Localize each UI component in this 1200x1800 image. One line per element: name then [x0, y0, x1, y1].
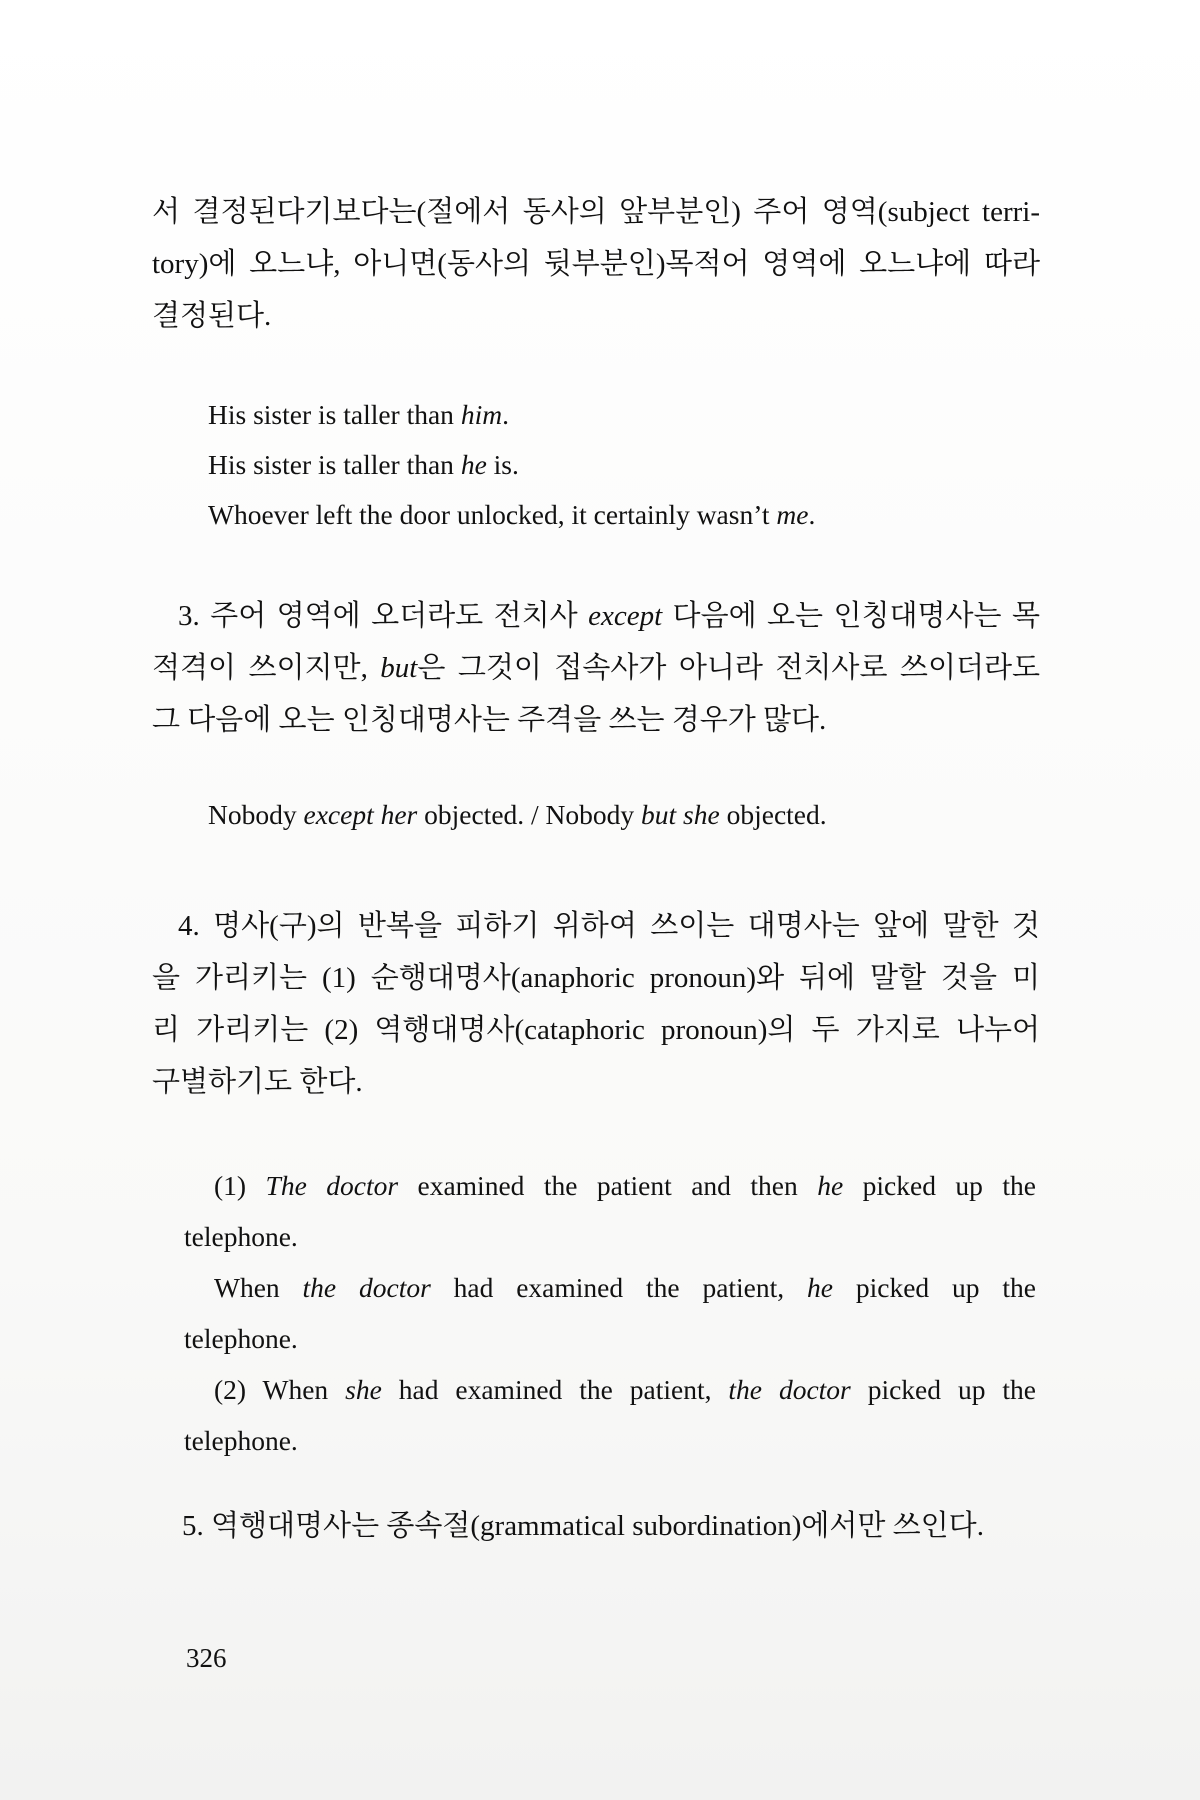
example-emphasis: the doctor [302, 1272, 431, 1303]
example-text: (2) When [214, 1374, 346, 1405]
example-sentence [184, 1364, 1036, 1415]
point-5-paragraph [152, 1500, 1040, 1552]
example-text: had examined the patient, [381, 1374, 729, 1405]
example-text: objected. / Nobody [417, 799, 642, 830]
example-emphasis: The doctor [265, 1170, 399, 1201]
example-continuation: telephone. [184, 1323, 298, 1354]
example-text: picked up the [850, 1374, 1036, 1405]
example-text: When [214, 1272, 303, 1303]
example-sentence [208, 790, 827, 840]
point-3-line-2 [152, 642, 1040, 694]
point-3-emphasis: except [588, 600, 663, 632]
point-4-paragraph [152, 900, 1040, 1108]
point-4-line-2: 을 가리키는 (1) 순행대명사(anaphoric pronoun)와 뒤에 말할 것을 미 [152, 962, 1040, 994]
point-3-line-3: 그 다음에 오는 인칭대명사는 주격을 쓰는 경우가 많다. [152, 704, 827, 736]
example-text: picked up the [833, 1272, 1036, 1303]
example-emphasis: he [807, 1272, 833, 1303]
point-3-text: 3. 주어 영역에 오더라도 전치사 [178, 600, 589, 632]
examples-block-4 [184, 1160, 1036, 1466]
example-sentence [184, 1160, 1036, 1211]
example-sentence [208, 390, 815, 440]
example-emphasis: but she [641, 799, 720, 830]
example-text: His sister is taller than [208, 449, 461, 480]
example-emphasis: except her [303, 799, 418, 830]
point-3-paragraph [152, 590, 1040, 746]
example-text: had examined the patient, [430, 1272, 808, 1303]
intro-line-1: 서 결정된다기보다는(절에서 동사의 앞부분인) 주어 영역(subject terri- [152, 196, 1040, 228]
point-3-line-1 [152, 590, 1040, 642]
point-3-emphasis: but [380, 652, 418, 684]
point-5-line: 5. 역행대명사는 종속절(grammatical subordination)에서만 쓰인다. [182, 1510, 984, 1542]
example-text: . [808, 499, 816, 530]
point-3-text: 은 그것이 접속사가 아니라 전치사로 쓰이더라도 [417, 652, 1040, 684]
example-block-3 [208, 790, 827, 840]
example-emphasis: he [460, 449, 487, 480]
example-text: Whoever left the door unlocked, it certainly wasn’t [208, 499, 777, 530]
point-4-line-1: 4. 명사(구)의 반복을 피하기 위하여 쓰이는 대명사는 앞에 말한 것 [178, 910, 1040, 942]
example-sentence [208, 440, 815, 490]
example-continuation: telephone. [184, 1425, 298, 1456]
intro-line-2: tory)에 오느냐, 아니면(동사의 뒷부분인)목적어 영역에 오느냐에 따라 [152, 248, 1040, 280]
examples-block-1 [208, 390, 815, 540]
example-text: objected. [719, 799, 827, 830]
example-emphasis: he [817, 1170, 844, 1201]
intro-line-3: 결정된다. [152, 300, 272, 332]
point-4-line-3: 리 가리키는 (2) 역행대명사(cataphoric pronoun)의 두 가지로 나누어 [152, 1014, 1040, 1046]
point-3-text: 적격이 쓰이지만, [152, 652, 381, 684]
example-emphasis: me [776, 499, 809, 530]
example-emphasis: him [460, 399, 503, 430]
example-sentence [208, 490, 815, 540]
example-sentence [184, 1262, 1036, 1313]
example-text: . [502, 399, 509, 430]
example-text: examined the patient and then [398, 1170, 818, 1201]
example-text: Nobody [208, 799, 304, 830]
example-text: His sister is taller than [208, 399, 461, 430]
example-text: is. [486, 449, 519, 480]
point-3-text: 다음에 오는 인칭대명사는 목 [662, 600, 1041, 632]
example-emphasis: she [345, 1374, 382, 1405]
example-continuation: telephone. [184, 1221, 298, 1252]
intro-paragraph [152, 186, 1040, 342]
page-number: 326 [186, 1643, 227, 1673]
example-text: picked up the [843, 1170, 1036, 1201]
example-emphasis: the doctor [728, 1374, 851, 1405]
example-text: (1) [214, 1170, 266, 1201]
point-4-line-4: 구별하기도 한다. [152, 1066, 363, 1098]
